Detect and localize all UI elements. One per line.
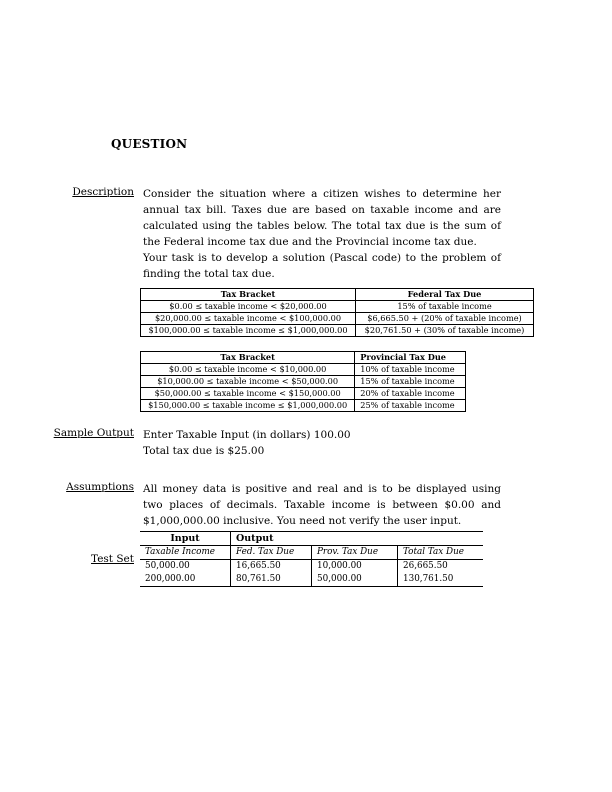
description-paragraph-1: Consider the situation where a citizen wishes to determine her annual tax bill. Taxes due are based on taxable income and are calculated using the tables below. The total tax due is the sum of the Federal income tax due and the Provincial income tax due. bbox=[143, 188, 501, 248]
table-group-header-row bbox=[140, 532, 483, 546]
test-set-label: Test Set bbox=[91, 553, 134, 565]
table-cell: $100,000.00 ≤ taxable income ≤ $1,000,000.00 bbox=[141, 325, 356, 337]
table-header-cell: Total Tax Due bbox=[398, 546, 484, 560]
table-header-cell: Fed. Tax Due bbox=[231, 546, 312, 560]
table-header-row bbox=[141, 289, 534, 301]
table-row bbox=[141, 400, 466, 412]
table-cell: 50,000.00 bbox=[312, 573, 398, 587]
table-header-row bbox=[140, 546, 483, 560]
description-paragraph-2: Your task is to develop a solution (Pascal code) to the problem of finding the total tax due. bbox=[143, 252, 501, 280]
provincial-tax-table bbox=[140, 351, 466, 412]
table-cell: 10,000.00 bbox=[312, 560, 398, 574]
sample-output-text bbox=[143, 427, 501, 459]
table-cell: $150,000.00 ≤ taxable income ≤ $1,000,000.00 bbox=[141, 400, 355, 412]
output-group-header: Output bbox=[231, 532, 484, 546]
federal-tax-table bbox=[140, 288, 534, 337]
table-row bbox=[141, 376, 466, 388]
sample-output-line-2: Total tax due is $25.00 bbox=[143, 445, 265, 457]
table-cell: 20% of taxable income bbox=[355, 388, 466, 400]
assumptions-label: Assumptions bbox=[66, 481, 134, 493]
table-cell: $0.00 ≤ taxable income < $10,000.00 bbox=[141, 364, 355, 376]
table-row bbox=[140, 573, 483, 587]
table-header-cell: Tax Bracket bbox=[141, 289, 356, 301]
sample-output-label: Sample Output bbox=[53, 427, 134, 439]
page-title: QUESTION bbox=[111, 137, 188, 151]
table-cell: 25% of taxable income bbox=[355, 400, 466, 412]
table-header-cell: Tax Bracket bbox=[141, 352, 355, 364]
table-cell: 16,665.50 bbox=[231, 560, 312, 574]
table-cell: $20,000.00 ≤ taxable income < $100,000.00 bbox=[141, 313, 356, 325]
table-header-cell: Federal Tax Due bbox=[356, 289, 534, 301]
table-header-cell: Prov. Tax Due bbox=[312, 546, 398, 560]
sample-output-line-1: Enter Taxable Input (in dollars) 100.00 bbox=[143, 429, 351, 441]
table-row bbox=[141, 301, 534, 313]
assumptions-paragraph: All money data is positive and real and is to be displayed using two places of decimals. Taxable income is between $0.00 and $1,000,000.00 inclusive. You need not verify the user input. bbox=[143, 483, 501, 527]
description-label: Description bbox=[72, 186, 134, 198]
table-cell: $10,000.00 ≤ taxable income < $50,000.00 bbox=[141, 376, 355, 388]
table-cell: 10% of taxable income bbox=[355, 364, 466, 376]
table-header-cell: Provincial Tax Due bbox=[355, 352, 466, 364]
table-row bbox=[141, 388, 466, 400]
table-cell: 15% of taxable income bbox=[356, 301, 534, 313]
table-row bbox=[141, 364, 466, 376]
table-cell: 50,000.00 bbox=[140, 560, 231, 574]
table-header-cell: Taxable Income bbox=[140, 546, 231, 560]
table-cell: $50,000.00 ≤ taxable income < $150,000.00 bbox=[141, 388, 355, 400]
table-cell: $6,665.50 + (20% of taxable income) bbox=[356, 313, 534, 325]
table-row bbox=[141, 313, 534, 325]
table-cell: 130,761.50 bbox=[398, 573, 484, 587]
table-cell: $20,761.50 + (30% of taxable income) bbox=[356, 325, 534, 337]
table-cell: 80,761.50 bbox=[231, 573, 312, 587]
table-row bbox=[141, 325, 534, 337]
table-cell: 15% of taxable income bbox=[355, 376, 466, 388]
table-header-row bbox=[141, 352, 466, 364]
test-set-table bbox=[140, 531, 483, 587]
table-row bbox=[140, 560, 483, 574]
table-cell: 26,665.50 bbox=[403, 561, 448, 571]
input-group-header: Input bbox=[140, 532, 231, 546]
table-cell: 200,000.00 bbox=[140, 573, 231, 587]
table-cell: $0.00 ≤ taxable income < $20,000.00 bbox=[141, 301, 356, 313]
